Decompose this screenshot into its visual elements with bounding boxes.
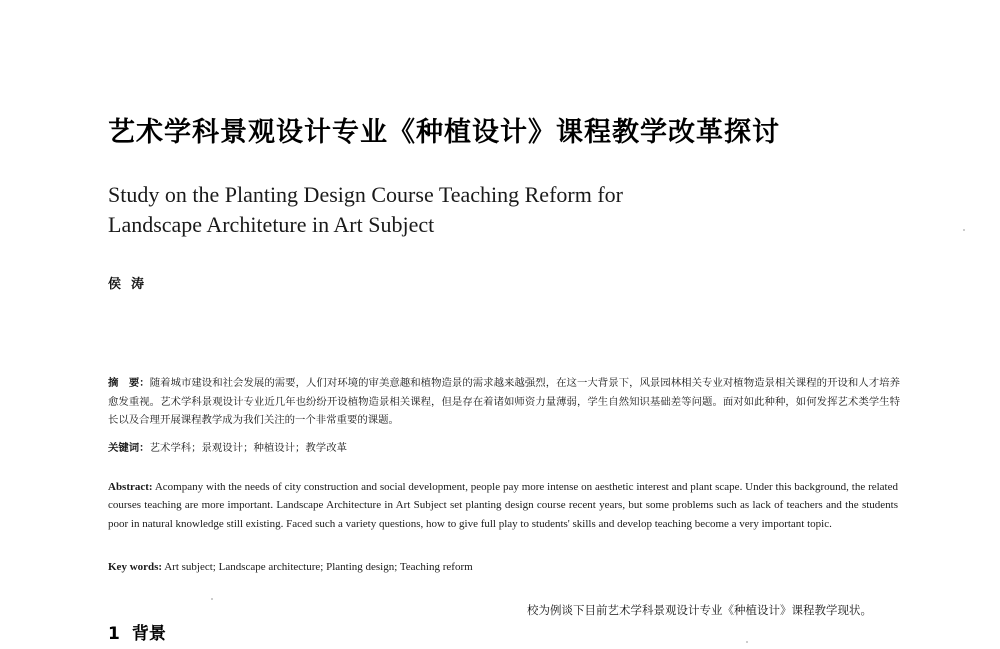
body-text-right-column: 校为例谈下目前艺术学科景观设计专业《种植设计》课程教学现状。 (527, 603, 872, 617)
keywords-chinese (108, 439, 347, 457)
title-english-line-1: Study on the Planting Design Course Teaching Reform for (108, 182, 623, 207)
title-chinese: 艺术学科景观设计专业《种植设计》课程教学改革探讨 (108, 117, 780, 148)
abstract-english-label: Abstract: (108, 481, 153, 493)
abstract-english (108, 478, 898, 533)
title-english-line-2: Landscape Architeture in Art Subject (108, 212, 435, 237)
abstract-chinese-text: 随着城市建设和社会发展的需要，人们对环境的审美意趣和植物造景的需求越来越强烈，在这一大背景下，风景园林相关专业对植物造景相关课程的开设和人才培养愈发重视。艺术学科景观设计专业近几年也纷纷开设植物造景相关课程，但是存在着诸如师资力量薄弱，学生自然知识基础差等问题。面对如此种种，如何发挥艺术类学生特长以及合理开展课程教学成为我们关注的一个非常重要的课题。 (108, 377, 900, 426)
abstract-chinese-label: 摘 要： (108, 377, 150, 389)
author-name: 侯涛 (108, 277, 155, 292)
keywords-english-text: Art subject; Landscape architecture; Planting design; Teaching reform (162, 561, 473, 573)
scan-speck (746, 641, 748, 643)
section-1-title: 背景 (131, 624, 166, 644)
title-english (108, 180, 623, 240)
scan-speck (963, 229, 965, 231)
keywords-chinese-label: 关键词： (108, 442, 150, 454)
section-1-number: 1 (108, 624, 120, 644)
abstract-english-text: Acompany with the needs of city construction and social development, people pay more intense on aesthetic interest and plant scape. Under this background, the related courses teaching are more important. Landscape Architecture in Art Subject set planting design course recent years, but some problems such as lack of teachers and the students poor in natural knowledge still existing. Faced such a variety questions, how to give full play to students' skills and develop teaching become a very important topic. (108, 481, 898, 530)
abstract-chinese (108, 374, 900, 430)
keywords-english (108, 558, 473, 576)
section-1-heading (108, 623, 166, 645)
keywords-chinese-text: 艺术学科；景观设计；种植设计；教学改革 (149, 442, 347, 454)
scan-speck (211, 598, 213, 600)
keywords-english-label: Key words: (108, 561, 163, 573)
